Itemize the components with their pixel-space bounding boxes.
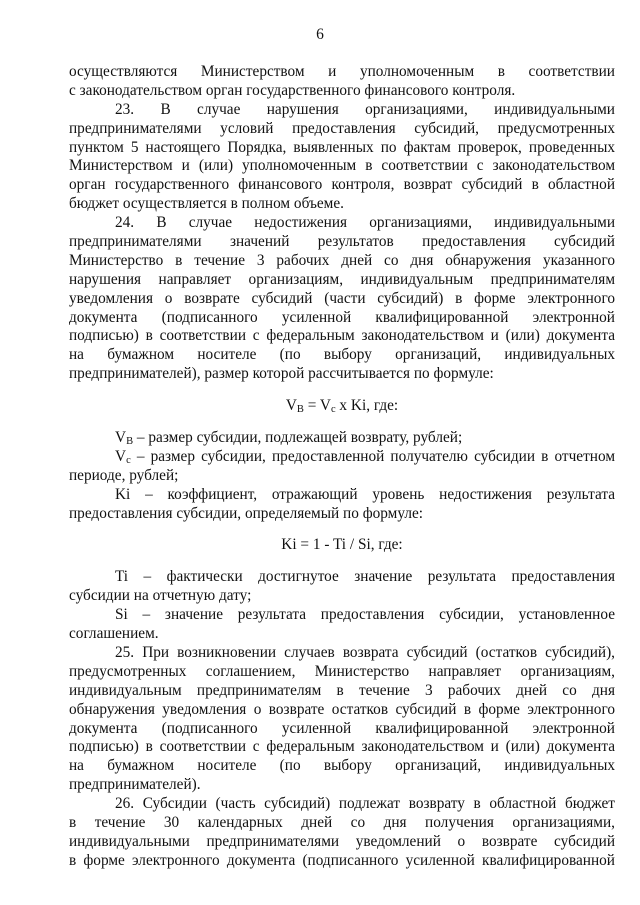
text-line: предпринимателей), размер которой рассчитывается по формуле: [69,365,494,383]
text-line: на бумажном носителе (по выбору организаций, индивидуальных [69,346,615,364]
text-line: соглашением. [69,625,159,643]
text-line: 25. При возникновении случаев возврата субсидий (остатков субсидий), [115,643,615,661]
text-line: с законодательством орган государственного финансового контроля. [69,81,516,99]
definition-vb: $V_B$ – размер субсидии, подлежащей возврату, рублей; [115,429,463,448]
formula-vb: $V_B = V_c$ x Ki, где: [285,397,399,416]
page-number: 6 [316,26,324,43]
definition-vc: $V_c$ – размер субсидии, предоставленной получателю субсидии в отчетном [115,447,615,466]
text-line: предусмотренных соглашением, Министерство направляет организациям, [69,662,615,680]
text-line: предпринимателями значений результатов предоставления субсидий [69,233,615,251]
text-line: 23. В случае нарушения организациями, индивидуальными [115,100,615,118]
text-line: 24. В случае недостижения организациями, индивидуальными [115,214,615,232]
text-line: Министерством и (или) уполномоченным в соответствии с законодательством [69,157,615,175]
document-body [69,63,615,871]
text-line: документа (подписанного усиленной квалифицированной электронной [69,719,615,737]
text-line: осуществляются Министерством и уполномоченным в соответствии [69,63,615,80]
text-line: периоде, рублей; [69,466,179,484]
text-line: уведомления о возврате субсидий (части субсидий) в форме электронного [69,289,615,307]
text-line: бюджет осуществляется в полном объеме. [69,195,344,213]
text-line: предпринимателей). [69,776,201,794]
text-line: обнаружения уведомления о возврате остатков субсидий в форме электронного [69,700,615,718]
text-line: документа (подписанного усиленной квалифицированной электронной [69,308,615,326]
text-line: на бумажном носителе (по выбору организаций, индивидуальных [69,757,615,775]
definition-si: Si – значение результата предоставления субсидии, установленное [115,606,615,624]
text-line: подписью) в соответствии с федеральным законодательством и (или) документа [69,738,615,756]
definition-ki: Ki – коэффициент, отражающий уровень недостижения результата [115,485,615,503]
text-line: нарушения направляет организациям, индивидуальным предпринимателям [69,270,615,288]
text-line: предпринимателями условий предоставления субсидий, предусмотренных [69,119,615,137]
formula-ki: Ki = 1 - Ti / Si, где: [281,536,403,554]
text-line: в форме электронного документа (подписанного усиленной квалифицированной [69,851,615,869]
text-line: подписью) в соответствии с федеральным законодательством и (или) документа [69,327,615,345]
text-line: пунктом 5 настоящего Порядка, выявленных по фактам проверок, проведенных [69,138,615,156]
text-line: 26. Субсидии (часть субсидий) подлежат возврату в областной бюджет [115,795,615,813]
text-line: орган государственного финансового контроля, возврат субсидий в областной [69,176,615,194]
text-line: субсидии на отчетную дату; [69,587,252,605]
text-line: Министерство в течение 3 рабочих дней со дня обнаружения указанного [69,251,615,269]
text-line: предоставления субсидии, определяемый по формуле: [69,504,423,522]
text-line: индивидуальными предпринимателями уведомлений о возврате субсидий [69,832,615,850]
text-line: индивидуальным предпринимателям в течение 3 рабочих дней со дня [69,681,615,699]
definition-ti: Ti – фактически достигнутое значение результата предоставления [115,568,615,586]
text-line: в течение 30 календарных дней со дня получения организациями, [69,813,615,831]
